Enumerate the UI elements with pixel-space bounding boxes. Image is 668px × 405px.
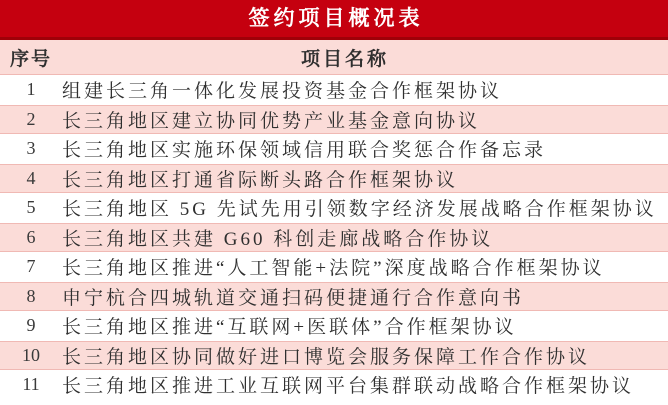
row-name: 组建长三角一体化发展投资基金合作框架协议 (62, 81, 503, 103)
table-row (0, 282, 668, 312)
table-row (0, 223, 668, 253)
row-index: 5 (26, 197, 36, 218)
table-header-row (0, 40, 668, 75)
row-name: 长三角地区 5G 先试先用引领数字经济发展战略合作框架协议 (62, 199, 657, 221)
row-index: 8 (26, 285, 36, 306)
column-header-index: 序号 (9, 48, 52, 70)
table-row (0, 164, 668, 194)
row-name: 长三角地区共建 G60 科创走廊战略合作协议 (62, 228, 494, 250)
row-name: 长三角地区推进“人工智能+法院”深度战略合作框架协议 (62, 258, 605, 280)
row-index: 11 (22, 374, 40, 395)
row-index: 1 (26, 79, 36, 100)
row-name: 长三角地区推进“互联网+医联体”合作框架协议 (62, 317, 517, 339)
row-index: 3 (26, 138, 36, 159)
table-rows (0, 75, 668, 405)
table-title: 签约项目概况表 (248, 6, 424, 30)
row-name: 长三角地区推进工业互联网平台集群联动战略合作框架协议 (62, 376, 635, 398)
row-name: 长三角地区协同做好进口博览会服务保障工作合作协议 (62, 346, 591, 368)
row-index: 2 (26, 108, 36, 129)
table-row (0, 341, 668, 371)
table-row (0, 134, 668, 164)
table-row (0, 193, 668, 223)
row-index: 7 (26, 256, 36, 277)
row-index: 9 (26, 315, 36, 336)
row-name: 长三角地区实施环保领域信用联合奖惩合作备忘录 (62, 140, 547, 162)
table-title-bar (0, 0, 668, 40)
table-row (0, 311, 668, 341)
row-index: 4 (26, 167, 36, 188)
table-row (0, 370, 668, 400)
row-index: 6 (26, 226, 36, 247)
column-header-name: 项目名称 (300, 48, 389, 70)
table-row (0, 252, 668, 282)
row-index: 10 (22, 344, 40, 365)
row-name: 申宁杭合四城轨道交通扫码便捷通行合作意向书 (62, 287, 525, 309)
table-row (0, 75, 668, 105)
row-name: 长三角地区建立协同优势产业基金意向协议 (62, 110, 481, 132)
row-name: 长三角地区打通省际断头路合作框架协议 (62, 169, 459, 191)
table-row (0, 105, 668, 135)
